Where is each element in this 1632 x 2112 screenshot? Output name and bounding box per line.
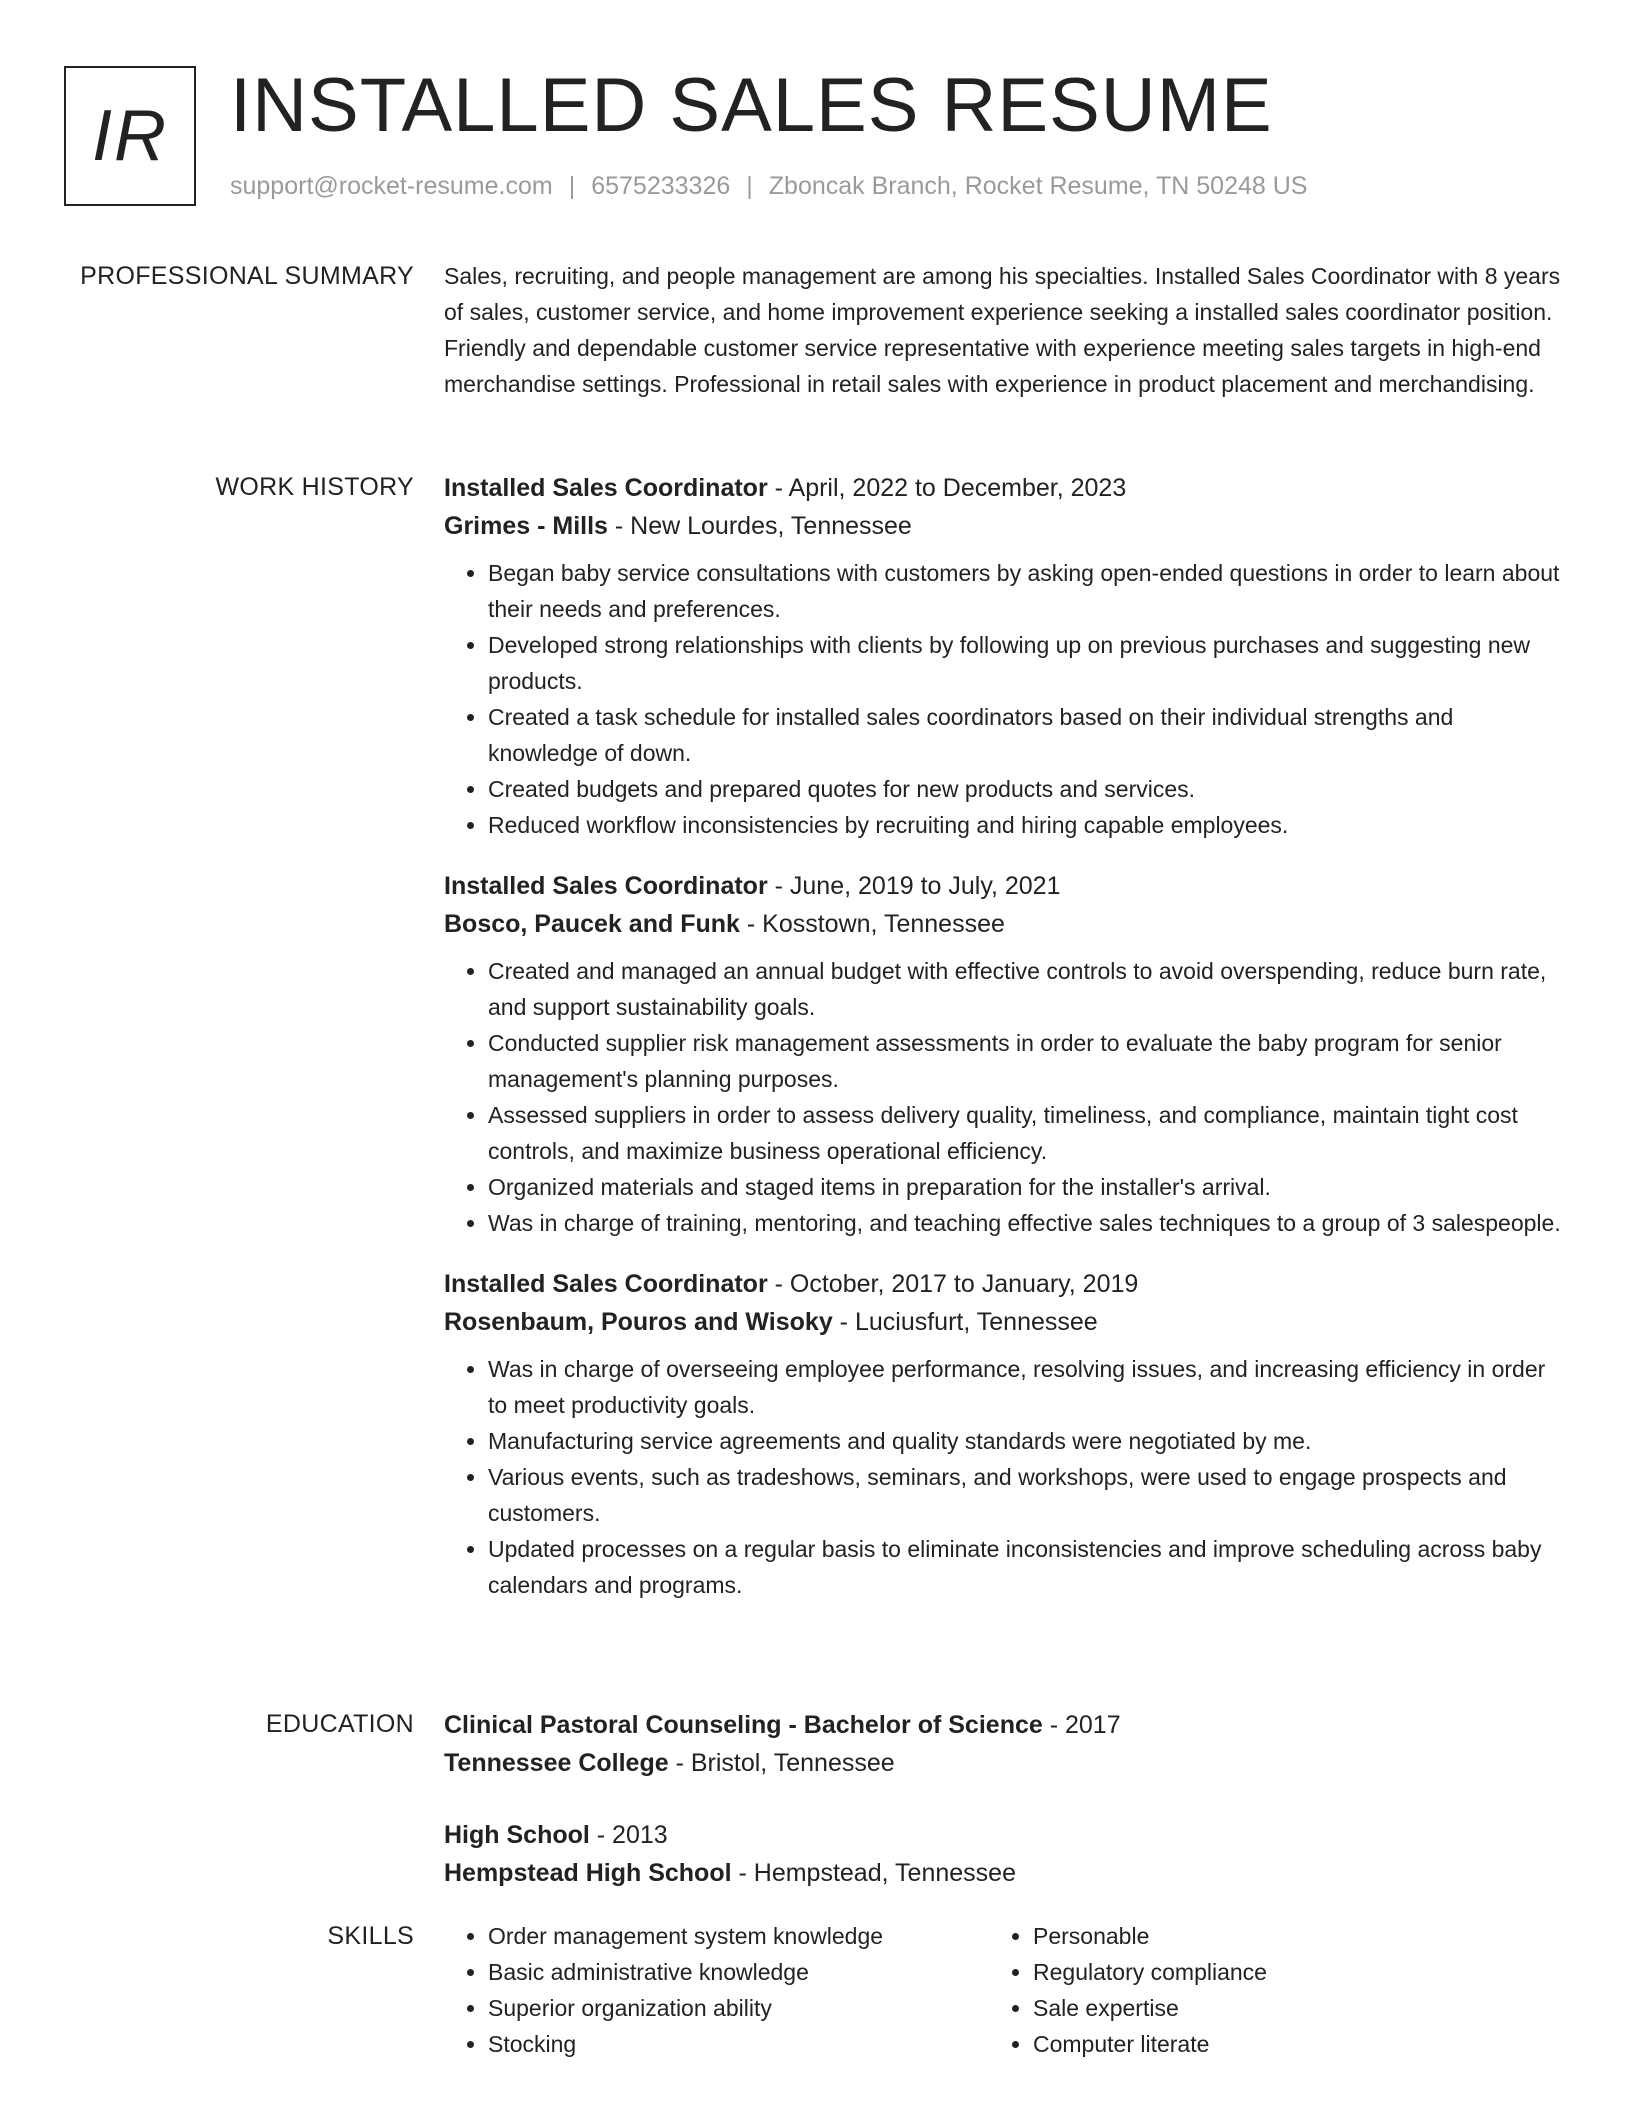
job-bullet: • Began baby service consultations with customers by asking open-ended questions in order to learn about their needs and preferences. (488, 555, 1566, 627)
skills-list (444, 1918, 989, 2062)
job-bullet: • Created budgets and prepared quotes for new products and services. (488, 771, 1566, 807)
job-company: Grimes - Mills (444, 512, 608, 540)
contact-address: Zboncak Branch, Rocket Resume, TN 50248 US (768, 172, 1308, 200)
skill-item: • Computer literate (1033, 2026, 1534, 2062)
job-bullet: • Was in charge of overseeing employee performance, resolving issues, and increasing efficiency in order to meet productivity goals. (488, 1351, 1566, 1423)
skill-item: • Sale expertise (1033, 1990, 1534, 2026)
job-location: - Kosstown, Tennessee (739, 910, 1005, 938)
skill-item: • Order management system knowledge (488, 1918, 989, 1954)
education-school-line (444, 1744, 1566, 1782)
education-degree-line (444, 1706, 1566, 1744)
job-company: Rosenbaum, Pouros and Wisoky (444, 1308, 833, 1336)
job-entry (444, 1265, 1566, 1603)
skills-body (444, 1918, 1566, 2062)
job-company-line (444, 905, 1566, 943)
contact-phone[interactable]: 6575233326 (591, 172, 731, 200)
skills-column-right (989, 1918, 1534, 2062)
section-label-skills: SKILLS (327, 1922, 414, 1950)
education-location: - Hempstead, Tennessee (731, 1859, 1016, 1887)
skills-list (989, 1918, 1534, 2062)
job-dates: - June, 2019 to July, 2021 (767, 872, 1061, 900)
monogram-logo: IR (64, 66, 196, 206)
skill-item: • Superior organization ability (488, 1990, 989, 2026)
contact-line (230, 172, 1307, 201)
job-location: - New Lourdes, Tennessee (607, 512, 912, 540)
skills-columns (444, 1918, 1566, 2062)
job-bullet: • Created a task schedule for installed sales coordinators based on their individual strengths and knowledge of down. (488, 699, 1566, 771)
skill-item: • Personable (1033, 1918, 1534, 1954)
summary-text: Sales, recruiting, and people management are among his specialties. Installed Sales Coordinator with 8 years of sales, customer service, and home improvement experience seeking a installed sales coordinator position. Friendly and dependable customer service representative with experience meeting sales targets in high-end merchandise settings. Professional in retail sales with experience in product placement and merchandising. (444, 263, 1561, 397)
work-history-body (444, 469, 1566, 1627)
job-entry (444, 469, 1566, 843)
section-label-summary: PROFESSIONAL SUMMARY (80, 262, 414, 290)
job-bullet: • Various events, such as tradeshows, seminars, and workshops, were used to engage prospects and customers. (488, 1459, 1566, 1531)
contact-separator: | (568, 172, 576, 200)
education-school: Tennessee College (444, 1749, 669, 1777)
skill-item: • Stocking (488, 2026, 989, 2062)
job-title-line (444, 469, 1566, 507)
education-degree: High School (444, 1821, 590, 1849)
job-bullet: • Created and managed an annual budget with effective controls to avoid overspending, reduce burn rate, and support sustainability goals. (488, 953, 1566, 1025)
section-label-work-history: WORK HISTORY (215, 473, 414, 501)
education-year: - 2017 (1042, 1711, 1121, 1739)
job-bullet: • Was in charge of training, mentoring, and teaching effective sales techniques to a group of 3 salespeople. (488, 1205, 1566, 1241)
education-entry (444, 1706, 1566, 1782)
job-bullet: • Assessed suppliers in order to assess delivery quality, timeliness, and compliance, maintain tight cost controls, and maximize business operational efficiency. (488, 1097, 1566, 1169)
job-bullet: • Conducted supplier risk management assessments in order to evaluate the baby program for senior management's planning purposes. (488, 1025, 1566, 1097)
job-bullet: • Updated processes on a regular basis to eliminate inconsistencies and improve scheduling across baby calendars and programs. (488, 1531, 1566, 1603)
job-title: Installed Sales Coordinator (444, 872, 768, 900)
contact-separator: | (746, 172, 753, 200)
skill-item: • Basic administrative knowledge (488, 1954, 989, 1990)
job-bullet: • Reduced workflow inconsistencies by recruiting and hiring capable employees. (488, 807, 1566, 843)
skill-item: • Regulatory compliance (1033, 1954, 1534, 1990)
job-entry (444, 867, 1566, 1241)
job-company-line (444, 1303, 1566, 1341)
section-label-education: EDUCATION (265, 1710, 414, 1738)
skills-column-left (444, 1918, 989, 2062)
contact-email[interactable]: support@rocket-resume.com (230, 172, 553, 200)
job-dates: - October, 2017 to January, 2019 (767, 1270, 1139, 1298)
education-body (444, 1706, 1566, 1926)
job-title: Installed Sales Coordinator (444, 474, 768, 502)
job-bullets (444, 1351, 1566, 1603)
job-dates: - April, 2022 to December, 2023 (767, 474, 1127, 502)
education-degree: Clinical Pastoral Counseling - Bachelor of Science (444, 1711, 1043, 1739)
job-bullets (444, 953, 1566, 1241)
job-title: Installed Sales Coordinator (444, 1270, 768, 1298)
job-title-line (444, 867, 1566, 905)
resume-title: INSTALLED SALES RESUME (230, 63, 1273, 148)
job-bullet: • Organized materials and staged items in preparation for the installer's arrival. (488, 1169, 1566, 1205)
job-title-line (444, 1265, 1566, 1303)
education-school-line (444, 1854, 1566, 1892)
job-company-line (444, 507, 1566, 545)
education-location: - Bristol, Tennessee (668, 1749, 895, 1777)
education-school: Hempstead High School (444, 1859, 732, 1887)
job-bullets (444, 555, 1566, 843)
job-company: Bosco, Paucek and Funk (444, 910, 740, 938)
education-year: - 2013 (589, 1821, 668, 1849)
job-location: - Luciusfurt, Tennessee (832, 1308, 1098, 1336)
resume-header (64, 63, 1568, 216)
job-bullet: • Developed strong relationships with clients by following up on previous purchases and suggesting new products. (488, 627, 1566, 699)
job-bullet: • Manufacturing service agreements and quality standards were negotiated by me. (488, 1423, 1566, 1459)
education-degree-line (444, 1816, 1566, 1854)
education-entry (444, 1816, 1566, 1892)
